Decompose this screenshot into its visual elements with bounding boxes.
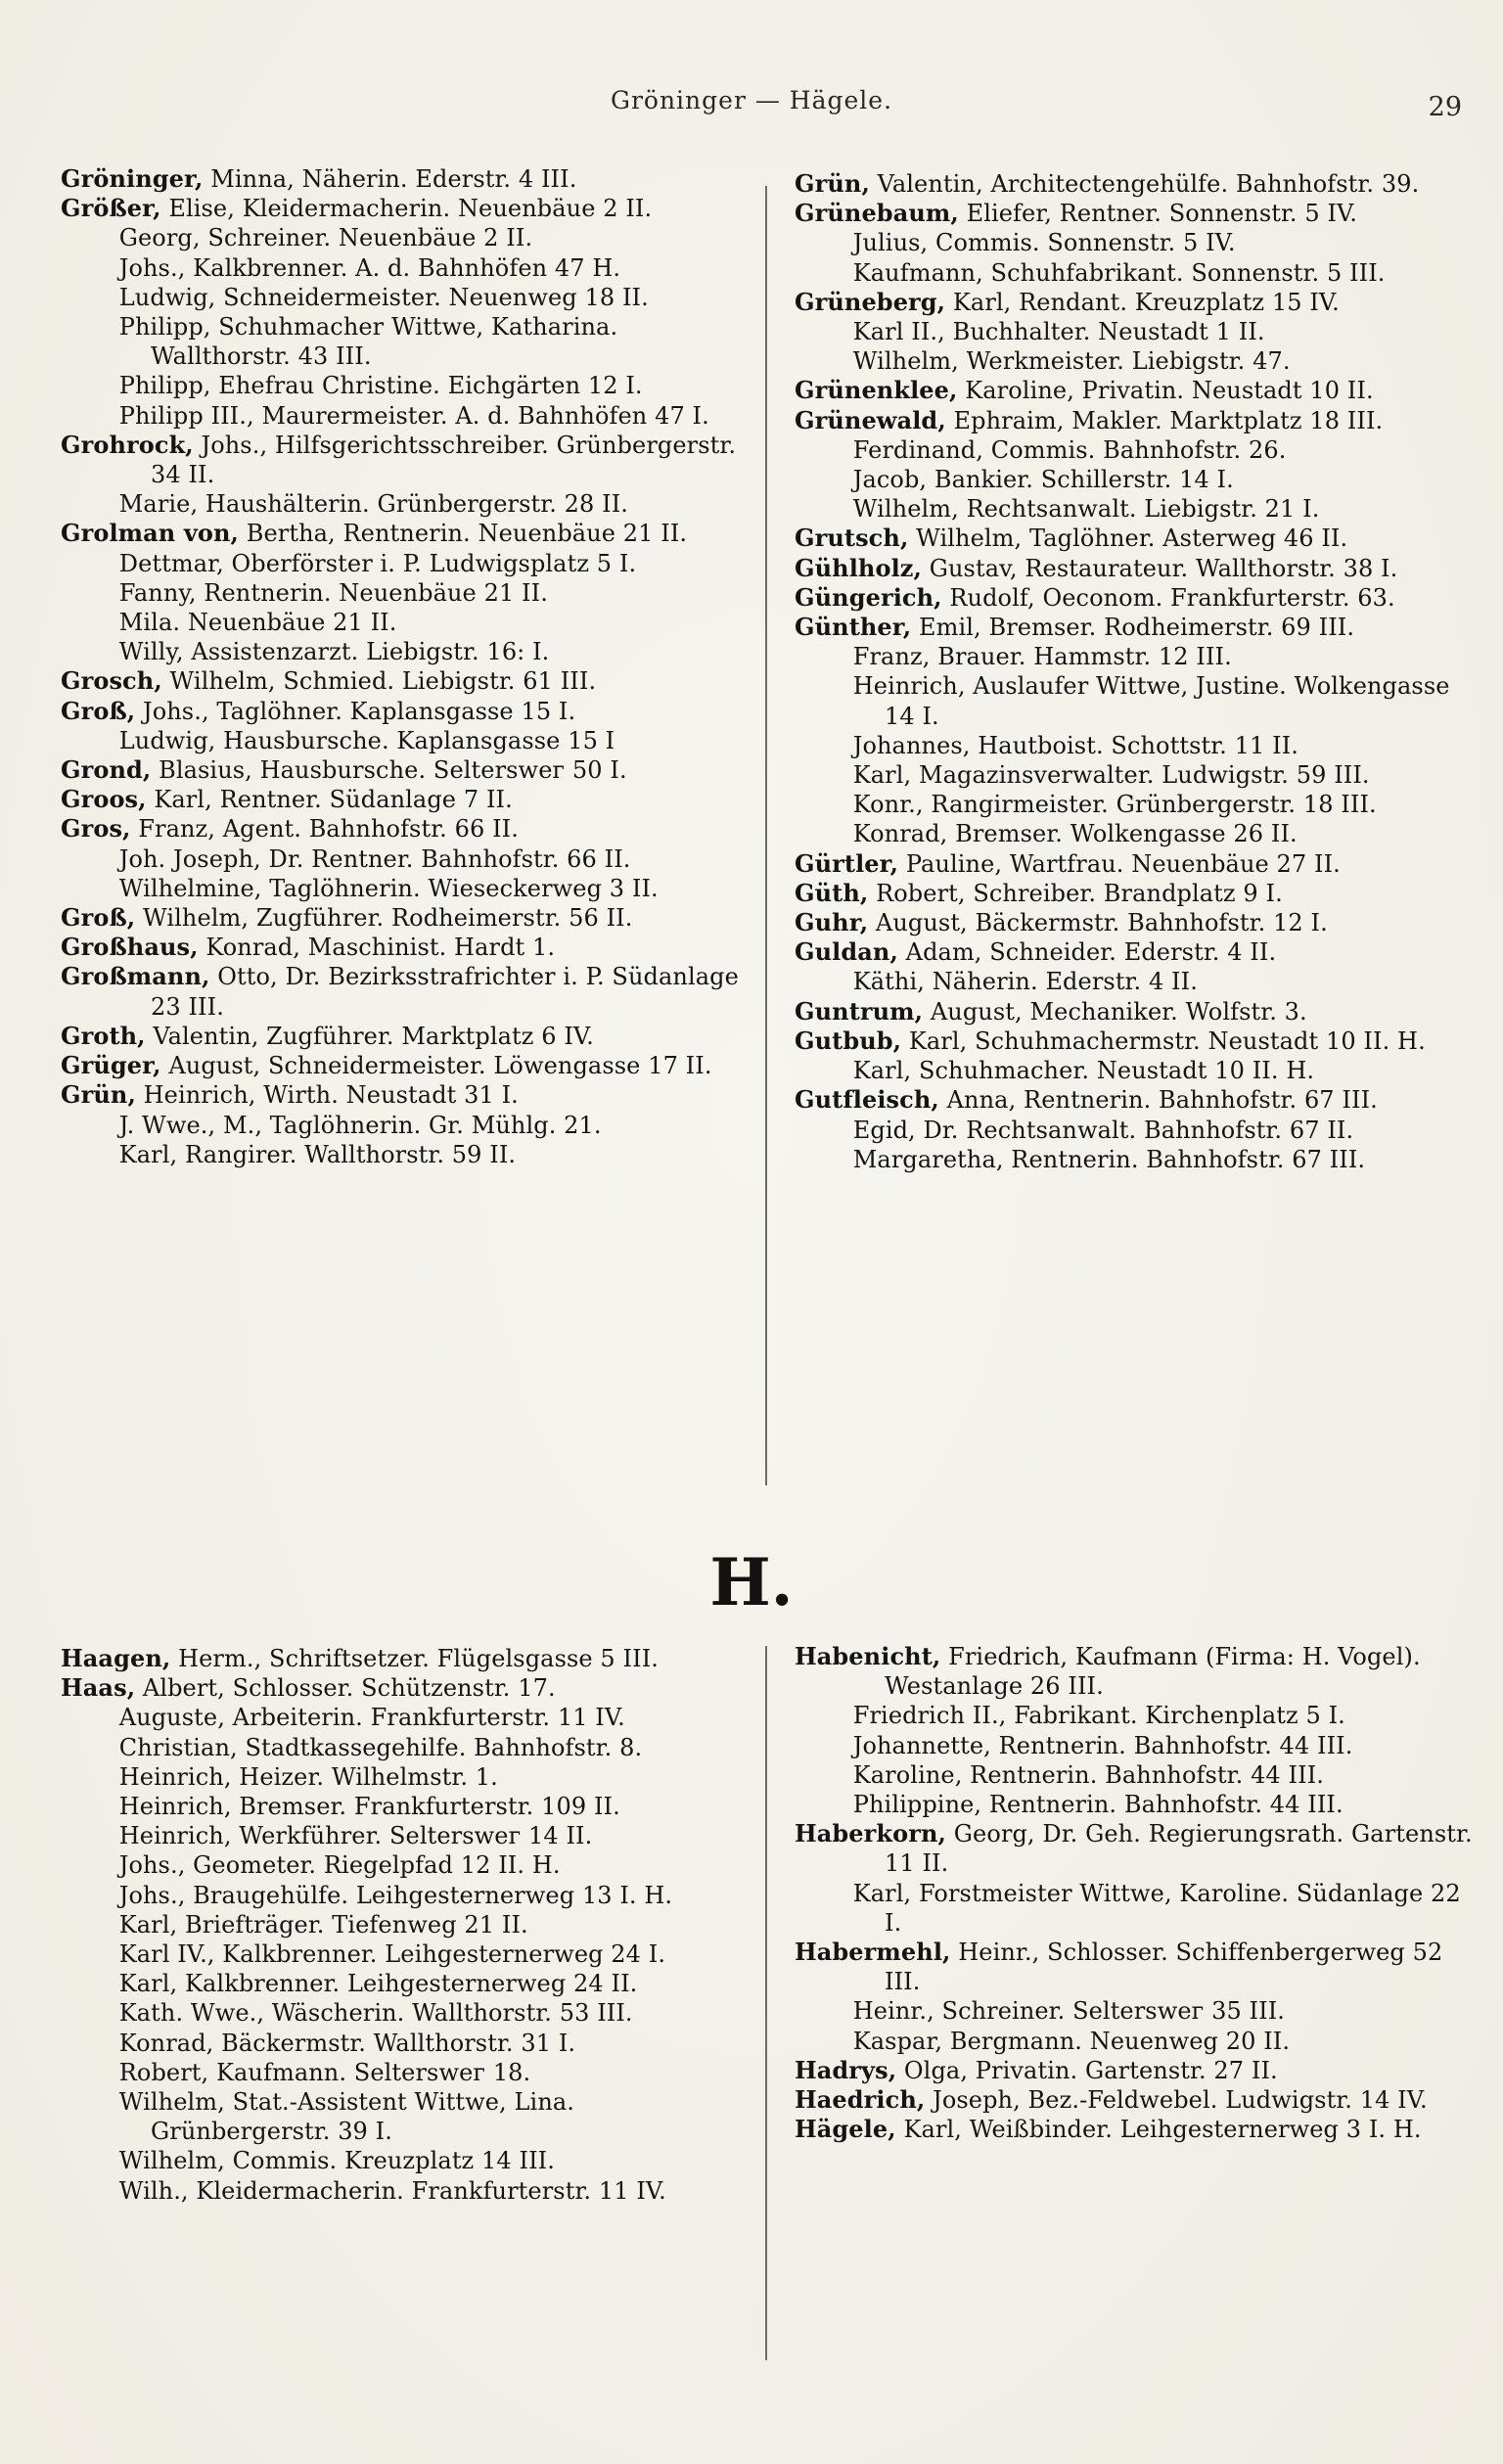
ditto-dash <box>795 346 845 376</box>
entry-details: Johannette, Rentnerin. Bahnhofstr. 44 III. <box>852 1731 1353 1759</box>
directory-entry <box>795 435 1480 465</box>
entry-details: Kaufmann, Schuhfabrikant. Sonnenstr. 5 III. <box>852 258 1386 287</box>
entry-details: Konrad, Maschinist. Hardt 1. <box>205 934 556 962</box>
entry-details: Auguste, Arbeiterin. Frankfurterstr. 11 IV. <box>118 1704 625 1732</box>
entry-details: Friedrich, Kaufmann (Firma: H. Vogel). Westanlage 26 III. <box>885 1643 1421 1701</box>
directory-entry <box>795 1056 1480 1085</box>
ditto-dash <box>61 2087 112 2117</box>
directory-entry <box>795 671 1480 730</box>
directory-entry <box>61 666 746 696</box>
ditto-dash <box>795 1701 845 1730</box>
directory-entry <box>795 2085 1480 2115</box>
entry-surname: Gros, <box>61 814 131 844</box>
ditto-dash <box>795 731 845 760</box>
directory-entry <box>795 494 1480 524</box>
ditto-dash <box>795 790 845 819</box>
ditto-dash <box>61 1910 112 1939</box>
entry-details: Konrad, Bäckermstr. Wallthorstr. 31 I. <box>118 2029 576 2057</box>
entry-details: Marie, Haushälterin. Grünbergerstr. 28 II. <box>118 490 629 519</box>
directory-entry <box>795 2027 1480 2056</box>
ditto-dash <box>795 1760 845 1790</box>
entry-details: Karl, Schuhmachermstr. Neustadt 10 II. H. <box>908 1027 1426 1055</box>
ditto-dash <box>61 1998 112 2028</box>
entry-details: Georg, Dr. Geh. Regierungsrath. Gartenstr. 11 II. <box>885 1820 1473 1878</box>
entry-details: Karoline, Rentnerin. Bahnhofstr. 44 III. <box>852 1760 1325 1789</box>
entry-details: Philippine, Rentnerin. Bahnhofstr. 44 III. <box>852 1791 1344 1819</box>
directory-entry <box>61 1080 746 1110</box>
entry-surname: Haberkorn, <box>795 1819 947 1848</box>
entry-surname: Grohrock, <box>61 430 194 459</box>
directory-entry <box>61 401 746 431</box>
entry-surname: Grünewald, <box>795 405 946 434</box>
entry-details: Olga, Privatin. Gartenstr. 27 II. <box>903 2056 1278 2084</box>
ditto-dash <box>61 253 112 283</box>
directory-entry <box>61 431 746 489</box>
ditto-dash <box>61 1881 112 1910</box>
entry-details: Robert, Schreiber. Brandplatz 9 I. <box>876 879 1283 907</box>
directory-entry <box>795 967 1480 996</box>
entry-surname: Habermehl, <box>795 1938 951 1967</box>
entry-surname: Haas, <box>61 1673 136 1703</box>
entry-surname: Groos, <box>61 785 147 814</box>
directory-entry <box>61 785 746 814</box>
entry-details: Eliefer, Rentner. Sonnenstr. 5 IV. <box>966 200 1358 228</box>
directory-entry <box>61 962 746 1021</box>
directory-entry <box>795 199 1480 228</box>
column-divider-top <box>765 186 767 1485</box>
directory-entry <box>61 1850 746 1880</box>
entry-details: Willy, Assistenzarzt. Liebigstr. 16: I. <box>118 638 550 666</box>
directory-entry <box>61 1644 746 1673</box>
entry-surname: Gutbub, <box>795 1026 902 1055</box>
entry-details: Heinrich, Auslaufer Wittwe, Justine. Wolkengasse 14 I. <box>852 672 1450 730</box>
entry-details: Philipp, Ehefrau Christine. Eichgärten 12 I. <box>118 372 643 400</box>
ditto-dash <box>795 1879 845 1908</box>
ditto-dash <box>61 1140 112 1169</box>
directory-entry <box>61 637 746 666</box>
directory-entry <box>61 844 746 874</box>
entry-details: Wilhelm, Zugführer. Rodheimerstr. 56 II. <box>142 904 633 933</box>
directory-entry <box>61 874 746 903</box>
ditto-dash <box>61 608 112 637</box>
directory-entry <box>795 642 1480 671</box>
column-top-right <box>795 169 1480 1174</box>
entry-details: Anna, Rentnerin. Bahnhofstr. 67 III. <box>946 1086 1378 1115</box>
entry-surname: Groth, <box>61 1021 146 1050</box>
entry-details: Dettmar, Oberförster i. P. Ludwigsplatz 5 I. <box>118 549 637 577</box>
ditto-dash <box>61 637 112 666</box>
directory-entry <box>61 1910 746 1939</box>
entry-details: Albert, Schlosser. Schützenstr. 17. <box>142 1674 556 1703</box>
entry-details: Friedrich II., Fabrikant. Kirchenplatz 5 I. <box>852 1702 1345 1730</box>
entry-details: Bertha, Rentnerin. Neuenbäue 21 II. <box>246 520 688 548</box>
ditto-dash <box>61 1703 112 1732</box>
directory-entry <box>61 1969 746 1998</box>
running-head: Gröninger — Hägele. <box>610 86 893 114</box>
entry-surname: Grünebaum, <box>795 199 959 228</box>
directory-entry <box>61 312 746 371</box>
ditto-dash <box>61 2146 112 2175</box>
entry-details: Gustav, Restaurateur. Wallthorstr. 38 I. <box>929 554 1398 582</box>
ditto-dash <box>61 1111 112 1140</box>
entry-surname: Gröninger, <box>61 164 204 193</box>
ditto-dash <box>795 819 845 848</box>
directory-entry <box>795 2115 1480 2144</box>
ditto-dash <box>61 578 112 608</box>
directory-entry <box>61 549 746 578</box>
entry-details: August, Schneidermeister. Löwengasse 17 II. <box>168 1052 712 1080</box>
entry-details: Heinrich, Heizer. Wilhelmstr. 1. <box>118 1762 498 1791</box>
directory-entry <box>795 849 1480 879</box>
directory-entry <box>61 697 746 726</box>
page-header <box>0 86 1503 125</box>
section-letter-heading: H. <box>709 1544 794 1620</box>
ditto-dash <box>795 258 845 288</box>
directory-entry <box>795 228 1480 257</box>
ditto-dash <box>61 549 112 578</box>
entry-details: Karoline, Privatin. Neustadt 10 II. <box>965 377 1374 405</box>
entry-surname: Haagen, <box>61 1644 171 1672</box>
entry-details: Franz, Agent. Bahnhofstr. 66 II. <box>138 815 519 844</box>
entry-details: Robert, Kaufmann. Selterswег 18. <box>118 2058 531 2086</box>
directory-entry <box>795 790 1480 819</box>
entry-details: Johs., Kalkbrenner. A. d. Bahnhöfen 47 H. <box>118 253 621 282</box>
directory-entry <box>61 2029 746 2058</box>
directory-entry <box>795 1145 1480 1174</box>
directory-entry <box>61 1703 746 1732</box>
directory-entry <box>795 879 1480 908</box>
directory-entry <box>795 1027 1480 1056</box>
directory-entry <box>795 1879 1480 1938</box>
entry-surname: Grond, <box>61 755 152 785</box>
entry-details: Johs., Geometer. Riegelpfad 12 II. H. <box>118 1851 561 1880</box>
directory-entry <box>61 194 746 223</box>
entry-details: Georg, Schreiner. Neuenbäue 2 II. <box>118 224 533 252</box>
entry-surname: Guntrum, <box>795 996 924 1026</box>
entry-details: Kaspar, Bergmann. Neuenweg 20 II. <box>852 2027 1291 2055</box>
entry-surname: Großmann, <box>61 962 210 991</box>
entry-details: Mila. Neuenbäue 21 II. <box>118 609 397 637</box>
entry-details: Adam, Schneider. Ederstr. 4 II. <box>905 938 1277 967</box>
ditto-dash <box>61 1969 112 1998</box>
entry-details: Ludwig, Hausbursche. Kaplansgasse 15 I <box>118 726 615 754</box>
directory-entry <box>795 1996 1480 2026</box>
directory-entry <box>61 1881 746 1910</box>
entry-details: Fanny, Rentnerin. Neuenbäue 21 II. <box>118 578 548 607</box>
entry-surname: Habenicht, <box>795 1642 941 1670</box>
entry-details: Heinrich, Bremser. Frankfurterstr. 109 II. <box>118 1793 620 1821</box>
directory-entry <box>61 755 746 785</box>
entry-details: Karl, Rangirer. Wallthorstr. 59 II. <box>118 1140 517 1168</box>
entry-surname: Hägele, <box>795 2115 896 2144</box>
directory-entry <box>61 608 746 637</box>
entry-surname: Hadrys, <box>795 2055 897 2084</box>
column-bottom-left <box>61 1644 746 2206</box>
entry-details: Pauline, Wartfrau. Neuenbäue 27 II. <box>905 849 1341 878</box>
entry-surname: Grün, <box>61 1080 136 1110</box>
directory-entry <box>61 489 746 519</box>
entry-surname: Grüger, <box>61 1051 161 1080</box>
directory-entry <box>61 283 746 312</box>
ditto-dash <box>795 494 845 524</box>
ditto-dash <box>795 1731 845 1760</box>
entry-details: August, Bäckermstr. Bahnhofstr. 12 I. <box>875 909 1328 937</box>
entry-details: Johs., Taglöhner. Kaplansgasse 15 I. <box>142 697 576 725</box>
directory-entry <box>795 583 1480 613</box>
ditto-dash <box>61 874 112 903</box>
entry-details: Wilhelm, Werkmeister. Liebigstr. 47. <box>852 347 1291 376</box>
ditto-dash <box>795 642 845 671</box>
entry-surname: Grüneberg, <box>795 287 946 316</box>
entry-details: Konr., Rangirmeister. Grünbergerstr. 18 III. <box>852 791 1377 819</box>
directory-entry <box>61 1140 746 1169</box>
entry-details: Wilhelm, Stat.-Assistent Wittwe, Lina. Grünbergerstr. 39 I. <box>118 2088 575 2146</box>
ditto-dash <box>61 844 112 874</box>
ditto-dash <box>61 312 112 342</box>
page-number: 29 <box>1428 92 1462 122</box>
directory-entry <box>61 2176 746 2206</box>
entry-details: Käthi, Näherin. Ederstr. 4 II. <box>852 968 1198 996</box>
entry-details: Karl, Rendant. Kreuzplatz 15 IV. <box>952 288 1340 316</box>
column-divider-bottom <box>765 1646 767 2360</box>
entry-details: Wilhelmine, Taglöhnerin. Wieseckerweg 3 II. <box>118 874 659 902</box>
entry-details: Karl, Kalkbrenner. Leihgesternerweg 24 II. <box>118 1970 638 1998</box>
directory-entry <box>795 1642 1480 1701</box>
entry-details: Heinrich, Werkführer. Selterswег 14 II. <box>118 1822 593 1850</box>
ditto-dash <box>795 2027 845 2056</box>
entry-details: Karl, Forstmeister Wittwe, Karoline. Südanlage 22 I. <box>852 1879 1461 1937</box>
ditto-dash <box>61 283 112 312</box>
entry-surname: Günther, <box>795 613 912 642</box>
directory-entry <box>61 223 746 252</box>
directory-entry <box>795 346 1480 376</box>
entry-details: Karl, Rentner. Südanlage 7 II. <box>154 786 513 814</box>
directory-entry <box>795 1790 1480 1819</box>
entry-details: Christian, Stadtkassegehilfe. Bahnhofstr. 8. <box>118 1733 643 1761</box>
entry-details: Konrad, Bremser. Wolkengasse 26 II. <box>852 820 1298 848</box>
directory-entry <box>795 1819 1480 1878</box>
entry-surname: Größer, <box>61 194 161 223</box>
directory-entry <box>795 613 1480 642</box>
ditto-dash <box>795 671 845 701</box>
directory-entry <box>795 465 1480 494</box>
entry-details: Johannes, Hautboist. Schottstr. 11 II. <box>852 731 1298 759</box>
entry-surname: Gürtler, <box>795 848 899 878</box>
ditto-dash <box>61 1821 112 1850</box>
directory-entry <box>61 726 746 755</box>
directory-entry <box>795 1731 1480 1760</box>
ditto-dash <box>795 1790 845 1819</box>
entry-details: Emil, Bremser. Rodheimerstr. 69 III. <box>919 614 1355 642</box>
entry-details: Wilh., Kleidermacherin. Frankfurterstr. 11 IV. <box>118 2176 666 2205</box>
directory-entry <box>61 2087 746 2146</box>
ditto-dash <box>61 223 112 252</box>
directory-entry <box>61 2058 746 2087</box>
ditto-dash <box>61 2176 112 2206</box>
entry-details: Ludwig, Schneidermeister. Neuenweg 18 II. <box>118 283 649 311</box>
ditto-dash <box>61 489 112 519</box>
directory-entry <box>61 1939 746 1969</box>
entry-details: Wilhelm, Schmied. Liebigstr. 61 III. <box>169 667 597 696</box>
entry-details: Karl, Schuhmacher. Neustadt 10 II. H. <box>852 1057 1315 1085</box>
ditto-dash <box>795 1056 845 1085</box>
entry-details: Wilhelm, Rechtsanwalt. Liebigstr. 21 I. <box>852 495 1320 524</box>
entry-details: Rudolf, Oeconom. Frankfurterstr. 63. <box>949 583 1395 612</box>
entry-details: Karl, Briefträger. Tiefenweg 21 II. <box>118 1910 528 1939</box>
entry-details: Franz, Brauer. Hammstr. 12 III. <box>852 643 1232 671</box>
ditto-dash <box>795 1116 845 1145</box>
directory-entry <box>61 371 746 400</box>
ditto-dash <box>795 967 845 996</box>
entry-surname: Grünenklee, <box>795 376 958 405</box>
entry-details: Julius, Commis. Sonnenstr. 5 IV. <box>852 229 1236 257</box>
ditto-dash <box>61 2058 112 2087</box>
directory-entry <box>61 933 746 962</box>
directory-entry <box>795 997 1480 1027</box>
entry-details: Minna, Näherin. Ederstr. 4 III. <box>210 165 577 193</box>
entry-details: August, Mechaniker. Wolfstr. 3. <box>930 997 1307 1026</box>
directory-entry <box>795 376 1480 405</box>
directory-entry <box>795 2056 1480 2085</box>
entry-surname: Grosch, <box>61 666 162 696</box>
ditto-dash <box>61 1939 112 1969</box>
ditto-dash <box>61 726 112 755</box>
column-bottom-right <box>795 1642 1480 2144</box>
ditto-dash <box>61 2029 112 2058</box>
ditto-dash <box>795 1996 845 2026</box>
column-top-left <box>61 164 746 1169</box>
ditto-dash <box>795 1145 845 1174</box>
entry-details: Heinrich, Wirth. Neustadt 31 I. <box>143 1081 519 1110</box>
entry-details: Joseph, Bez.-Feldwebel. Ludwigstr. 14 IV. <box>933 2086 1428 2115</box>
directory-entry <box>795 760 1480 790</box>
entry-surname: Güngerich, <box>795 582 942 612</box>
entry-details: Heinr., Schreiner. Selterswег 35 III. <box>852 1997 1286 2026</box>
entry-details: J. Wwe., M., Taglöhnerin. Gr. Mühlg. 21. <box>118 1111 602 1139</box>
entry-details: Margaretha, Rentnerin. Bahnhofstr. 67 III. <box>852 1145 1366 1173</box>
directory-entry <box>795 1938 1480 1996</box>
entry-surname: Güth, <box>795 878 869 907</box>
entry-surname: Grolman von, <box>61 519 239 548</box>
ditto-dash <box>795 228 845 257</box>
directory-entry <box>795 406 1480 435</box>
entry-details: Johs., Braugehülfe. Leihgesternerweg 13 I. H. <box>118 1881 673 1909</box>
ditto-dash <box>61 1762 112 1792</box>
entry-surname: Gühlholz, <box>795 553 922 582</box>
entry-surname: Gutfleisch, <box>795 1085 939 1115</box>
entry-details: Wilhelm, Commis. Kreuzplatz 14 III. <box>118 2147 555 2175</box>
entry-surname: Groß, <box>61 903 136 933</box>
directory-entry <box>61 1733 746 1762</box>
entry-details: Karl, Magazinsverwalter. Ludwigstr. 59 III. <box>852 761 1370 790</box>
directory-entry <box>61 253 746 283</box>
entry-details: Elise, Kleidermacherin. Neuenbäue 2 II. <box>168 195 653 223</box>
entry-surname: Grün, <box>795 169 870 198</box>
directory-entry <box>795 1760 1480 1790</box>
entry-details: Valentin, Zugführer. Marktplatz 6 IV. <box>153 1022 594 1050</box>
directory-entry <box>61 1821 746 1850</box>
directory-entry <box>795 819 1480 848</box>
directory-entry <box>795 908 1480 937</box>
entry-details: Karl, Weißbinder. Leihgesternerweg 3 I. H. <box>903 2116 1422 2144</box>
directory-entry <box>795 169 1480 199</box>
entry-details: Ephraim, Makler. Marktplatz 18 III. <box>953 406 1384 434</box>
directory-entry <box>61 1792 746 1821</box>
directory-entry <box>795 554 1480 583</box>
entry-details: Otto, Dr. Bezirksstrafrichter i. P. Südanlage 23 III. <box>151 963 739 1021</box>
entry-details: Jacob, Bankier. Schillerstr. 14 I. <box>852 466 1234 494</box>
entry-details: Karl IV., Kalkbrenner. Leihgesternerweg 24 I. <box>118 1940 666 1969</box>
directory-entry <box>61 1998 746 2028</box>
directory-entry <box>61 578 746 608</box>
directory-entry <box>795 258 1480 288</box>
ditto-dash <box>61 1850 112 1880</box>
directory-entry <box>795 288 1480 317</box>
directory-entry <box>61 1673 746 1703</box>
entry-surname: Guhr, <box>795 908 869 937</box>
directory-entry <box>61 1051 746 1080</box>
ditto-dash <box>61 401 112 431</box>
ditto-dash <box>61 1733 112 1762</box>
entry-surname: Grutsch, <box>795 524 909 553</box>
directory-entry <box>61 1111 746 1140</box>
entry-details: Blasius, Hausbursche. Selterswег 50 I. <box>159 756 627 785</box>
entry-details: Johs., Hilfsgerichtsschreiber. Grünbergerstr. 34 II. <box>151 431 737 489</box>
ditto-dash <box>795 465 845 494</box>
entry-details: Karl II., Buchhalter. Neustadt 1 II. <box>852 318 1265 346</box>
entry-details: Wilhelm, Taglöhner. Asterweg 46 II. <box>916 525 1348 553</box>
entry-details: Ferdinand, Commis. Bahnhofstr. 26. <box>852 435 1287 464</box>
directory-entry <box>61 903 746 933</box>
entry-surname: Großhaus, <box>61 933 199 962</box>
directory-entry <box>795 1116 1480 1145</box>
entry-surname: Groß, <box>61 696 136 725</box>
ditto-dash <box>61 1792 112 1821</box>
ditto-dash <box>61 371 112 400</box>
entry-details: Heinr., Schlosser. Schiffenbergerweg 52 III. <box>885 1939 1443 1996</box>
directory-entry <box>61 519 746 548</box>
directory-entry <box>795 937 1480 967</box>
directory-entry <box>795 317 1480 346</box>
directory-entry <box>795 1701 1480 1730</box>
entry-details: Valentin, Architectengehülfe. Bahnhofstr. 39. <box>877 170 1420 198</box>
ditto-dash <box>795 760 845 790</box>
entry-details: Herm., Schriftsetzer. Flügelsgasse 5 III. <box>178 1645 659 1672</box>
directory-entry <box>61 1762 746 1792</box>
entry-details: Kath. Wwe., Wäscherin. Wallthorstr. 53 III. <box>118 1999 633 2028</box>
entry-details: Egid, Dr. Rechtsanwalt. Bahnhofstr. 67 II. <box>852 1116 1354 1144</box>
ditto-dash <box>795 317 845 346</box>
entry-details: Philipp, Schuhmacher Wittwe, Katharina. Wallthorstr. 43 III. <box>118 313 618 371</box>
directory-entry <box>61 1022 746 1051</box>
entry-details: Philipp III., Maurermeister. A. d. Bahnhöfen 47 I. <box>118 401 709 430</box>
directory-entry <box>795 1085 1480 1115</box>
entry-details: Joh. Joseph, Dr. Rentner. Bahnhofstr. 66 II. <box>118 844 631 873</box>
directory-entry <box>795 524 1480 553</box>
entry-surname: Haedrich, <box>795 2085 926 2115</box>
entry-surname: Guldan, <box>795 937 898 967</box>
directory-entry <box>795 731 1480 760</box>
directory-entry <box>61 2146 746 2175</box>
directory-entry <box>61 814 746 844</box>
directory-entry <box>61 164 746 194</box>
ditto-dash <box>795 435 845 465</box>
